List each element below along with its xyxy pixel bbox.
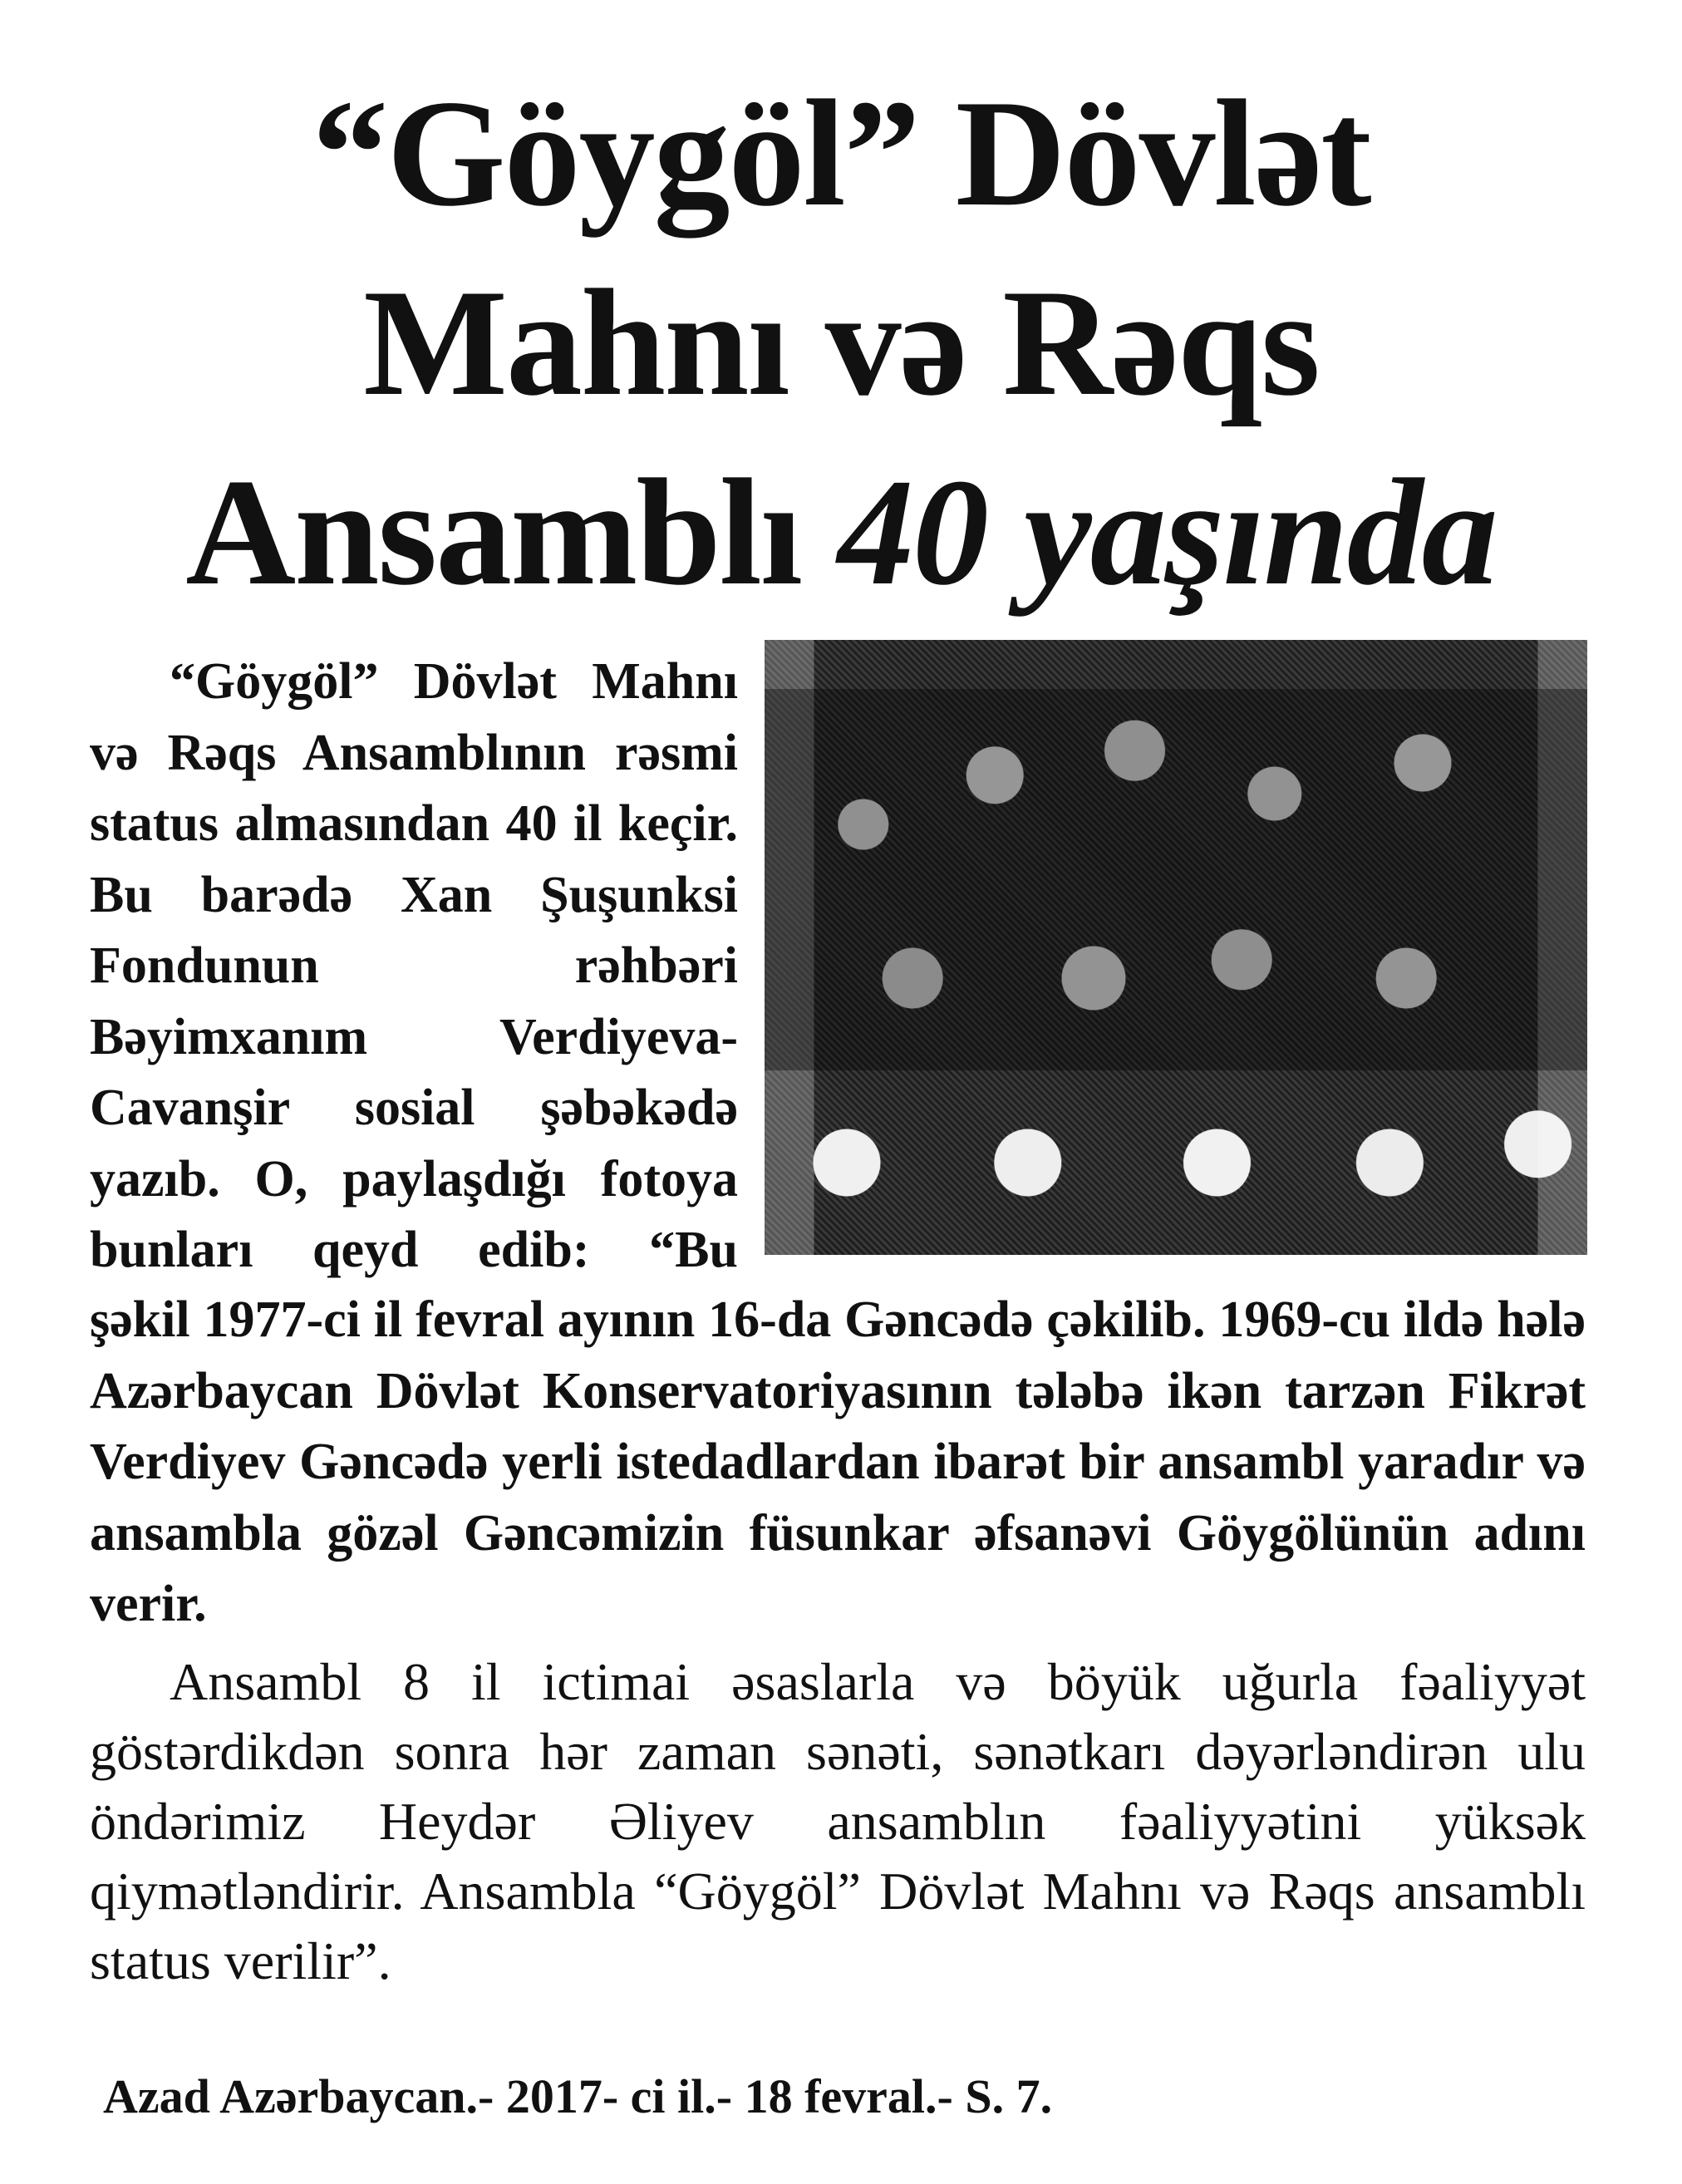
headline-line-3-italic: 40 yaşında	[837, 447, 1497, 617]
group-photo-figures	[765, 640, 1587, 1255]
headline-line-2: Mahnı və Rəqs	[363, 258, 1319, 427]
intro-paragraph-continued: şəkil 1977-ci il fevral ayının 16-da Gəncədə çəkilib. 1969-cu ildə hələ Azərbaycan Dövlət Konservatoriyasının tələbə ikən tarzən Fikrət Verdiyev Gəncədə yerli istedadlardan ibarət bir ansambl yaradır və ansambla gözəl Gəncəmizin füsunkar əfsanəvi Göygölünün adını verir.	[90, 1291, 1586, 1632]
headline	[50, 58, 1632, 627]
headline-line-3-plain: Ansamblı	[185, 447, 838, 617]
headline-line-1: “Göygöl” Dövlət	[312, 68, 1370, 238]
second-paragraph: Ansambl 8 il ictimai əsaslarla və böyük uğurla fəaliyyət göstərdikdən sonra hər zaman sənəti, sənətkarı dəyərləndirən ulu öndərimiz Heydər Əliyev ansamblın fəaliyyətini yüksək qiymətləndirir. Ansambla “Göygöl” Dövlət Mahnı və Rəqs ansamblı status verilir”.	[90, 1652, 1586, 1990]
group-photo	[765, 640, 1587, 1255]
intro-paragraph: “Göygöl” Dövlət Mahnı və Rəqs Ansamblının rəsmi status almasından 40 il keçir. Bu barədə Xan Şuşunksi Fondunun rəhbəri Bəyimxanım Verdiyeva-Cavanşir sosial şəbəkədə yazıb. O, paylaşdığı fotoya bunları qeyd edib: “Bu	[90, 653, 738, 1278]
source-citation: Azad Azərbaycan.- 2017- ci il.- 18 fevral.- S. 7.	[103, 2069, 1053, 2123]
headline-line-3	[50, 437, 1632, 627]
